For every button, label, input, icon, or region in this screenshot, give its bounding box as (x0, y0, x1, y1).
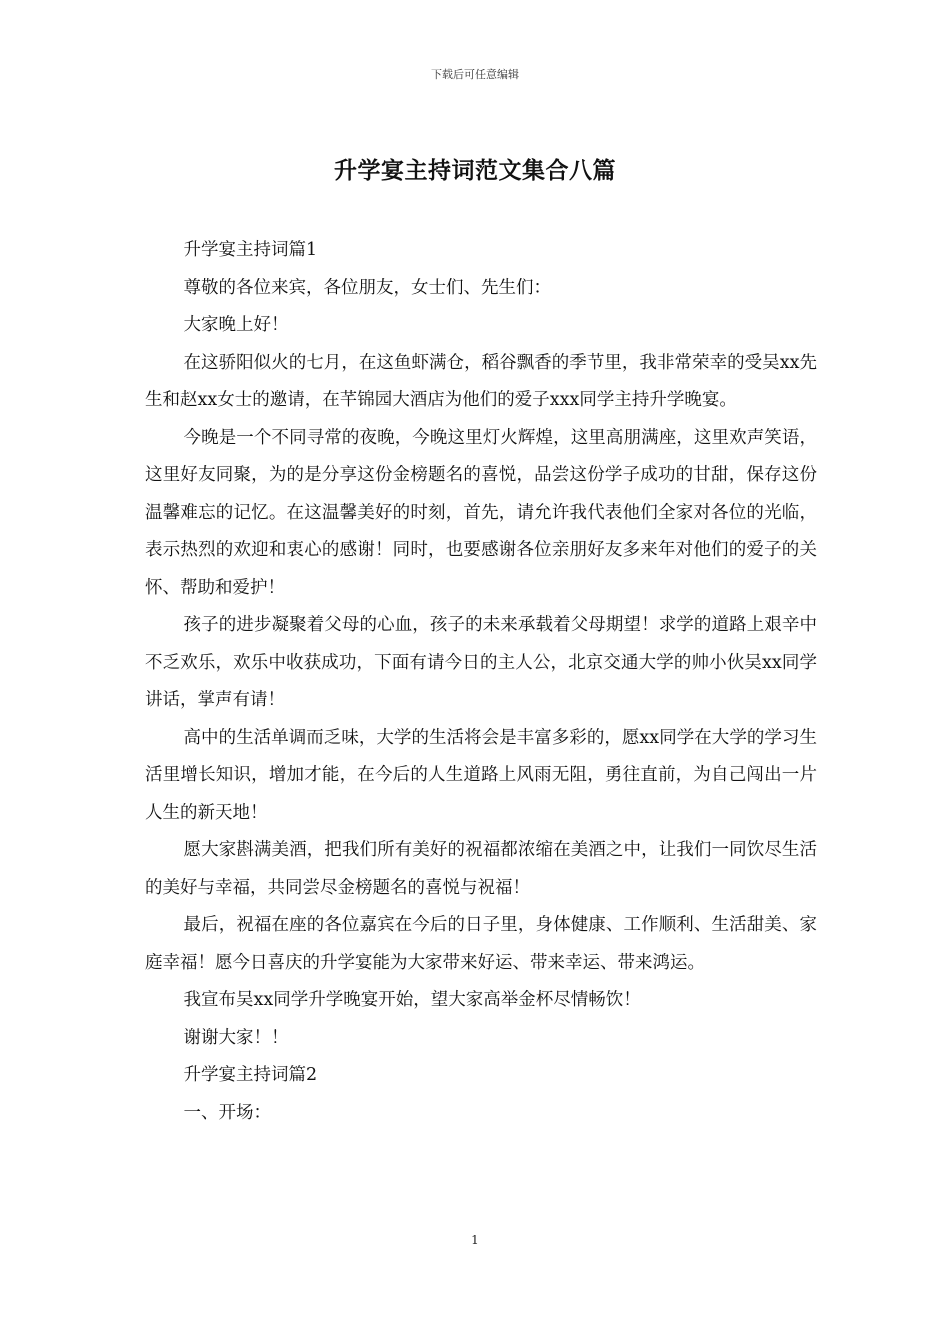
header-note: 下载后可任意编辑 (431, 68, 519, 81)
paragraph: 高中的生活单调而乏味，大学的生活将会是丰富多彩的，愿xx同学在大学的学习生活里增长知识，增加才能，在今后的人生道路上风雨无阻，勇往直前，为自己闯出一片人生的新天地！ (145, 727, 817, 823)
section-heading: 升学宴主持词篇1 (183, 240, 318, 260)
paragraph: 在这骄阳似火的七月，在这鱼虾满仓，稻谷飘香的季节里，我非常荣幸的受吴xx先生和赵xx女士的邀请，在芊锦园大酒店为他们的爱子xxx同学主持升学晚宴。 (145, 352, 817, 410)
paragraph: 孩子的进步凝聚着父母的心血，孩子的未来承载着父母期望！求学的道路上艰辛中不乏欢乐，欢乐中收获成功，下面有请今日的主人公，北京交通大学的帅小伙吴xx同学讲话，掌声有请！ (145, 615, 817, 710)
paragraph: 我宣布吴xx同学升学晚宴开始，望大家高举金杯尽情畅饮！ (183, 990, 641, 1010)
page-number: 1 (471, 1233, 479, 1247)
salutation: 尊敬的各位来宾，各位朋友，女士们、先生们： (183, 277, 551, 298)
paragraph: 今晚是一个不同寻常的夜晚，今晚这里灯火辉煌，这里高朋满座，这里欢声笑语，这里好友同聚，为的是分享这份金榜题名的喜悦，品尝这份学子成功的甘甜，保存这份温馨难忘的记忆。在这温馨美好的时刻，首先，请允许我代表他们全家对各位的光临，表示热烈的欢迎和衷心的感谢！同时，也要感谢各位亲朋好友多来年对他们的爱子的关怀、帮助和爱护！ (145, 427, 817, 598)
paragraph: 愿大家斟满美酒，把我们所有美好的祝福都浓缩在美酒之中，让我们一同饮尽生活的美好与幸福，共同尝尽金榜题名的喜悦与祝福！ (145, 840, 817, 898)
paragraph: 最后，祝福在座的各位嘉宾在今后的日子里，身体健康、工作顺利、生活甜美、家庭幸福！愿今日喜庆的升学宴能为大家带来好运、带来幸运、带来鸿运。 (145, 915, 817, 973)
document-title: 升学宴主持词范文集合八篇 (334, 157, 616, 184)
greeting: 大家晚上好！ (183, 315, 289, 335)
document-body (145, 232, 817, 1132)
subsection-heading: 一、开场： (183, 1102, 271, 1123)
closing-thanks: 谢谢大家！！ (183, 1027, 289, 1048)
section-heading: 升学宴主持词篇2 (183, 1065, 318, 1085)
